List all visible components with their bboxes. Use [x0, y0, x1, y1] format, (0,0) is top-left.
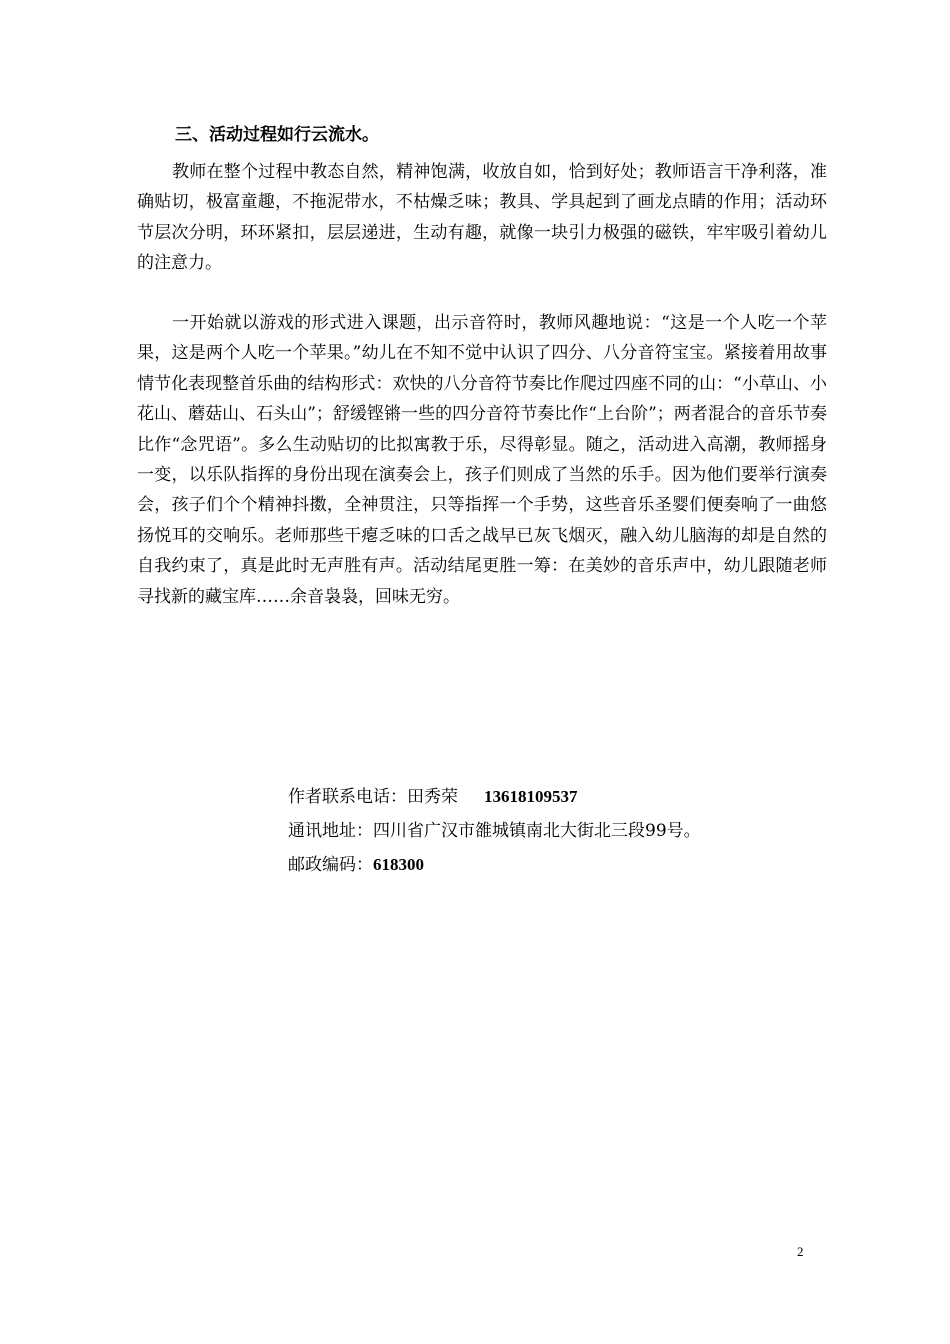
contact-phone-number: 13618109537 [484, 787, 578, 806]
contact-postcode-value: 618300 [373, 855, 424, 874]
contact-phone-line [288, 784, 848, 810]
contact-address-label: 通讯地址： [288, 821, 373, 841]
page-number: 2 [797, 1244, 804, 1259]
contact-address-line [288, 818, 848, 844]
contact-postcode-label: 邮政编码： [288, 855, 373, 875]
section-heading: 三、活动过程如行云流水。 [175, 125, 379, 145]
body-paragraph-2: 一开始就以游戏的形式进入课题，出示音符时，教师风趣地说：“这是一个人吃一个苹果，这是两个人吃一个苹果。”幼儿在不知不觉中认识了四分、八分音符宝宝。紧接着用故事情节化表现整首乐曲的结构形式：欢快的八分音符节奏比作爬过四座不同的山：“小草山、小花山、蘑菇山、石头山”；舒缓铿锵一些的四分音符节奏比作“上台阶”；两者混合的音乐节奏比作“念咒语”。多么生动贴切的比拟寓教于乐，尽得彰显。随之，活动进入高潮，教师摇身一变，以乐队指挥的身份出现在演奏会上，孩子们则成了当然的乐手。因为他们要举行演奏会，孩子们个个精神抖擞，全神贯注，只等指挥一个手势，这些音乐圣婴们便奏响了一曲悠扬悦耳的交响乐。老师那些干瘪乏味的口舌之战早已灰飞烟灭，融入幼儿脑海的却是自然的自我约束了，真是此时无声胜有声。活动结尾更胜一筹：在美妙的音乐声中，幼儿跟随老师寻找新的藏宝库……余音袅袅，回味无穷。 [137, 313, 827, 607]
body-paragraph-1: 教师在整个过程中教态自然，精神饱满，收放自如，恰到好处；教师语言干净利落，准确贴切，极富童趣，不拖泥带水，不枯燥乏味；教具、学具起到了画龙点睛的作用；活动环节层次分明，环环紧扣，层层递进，生动有趣，就像一块引力极强的磁铁，牢牢吸引着幼儿的注意力。 [137, 162, 827, 274]
contact-postcode-line [288, 852, 848, 878]
contact-address-value: 四川省广汉市雒城镇南北大街北三段99号。 [373, 821, 701, 841]
contact-phone-label: 作者联系电话：田秀荣 [288, 787, 458, 807]
